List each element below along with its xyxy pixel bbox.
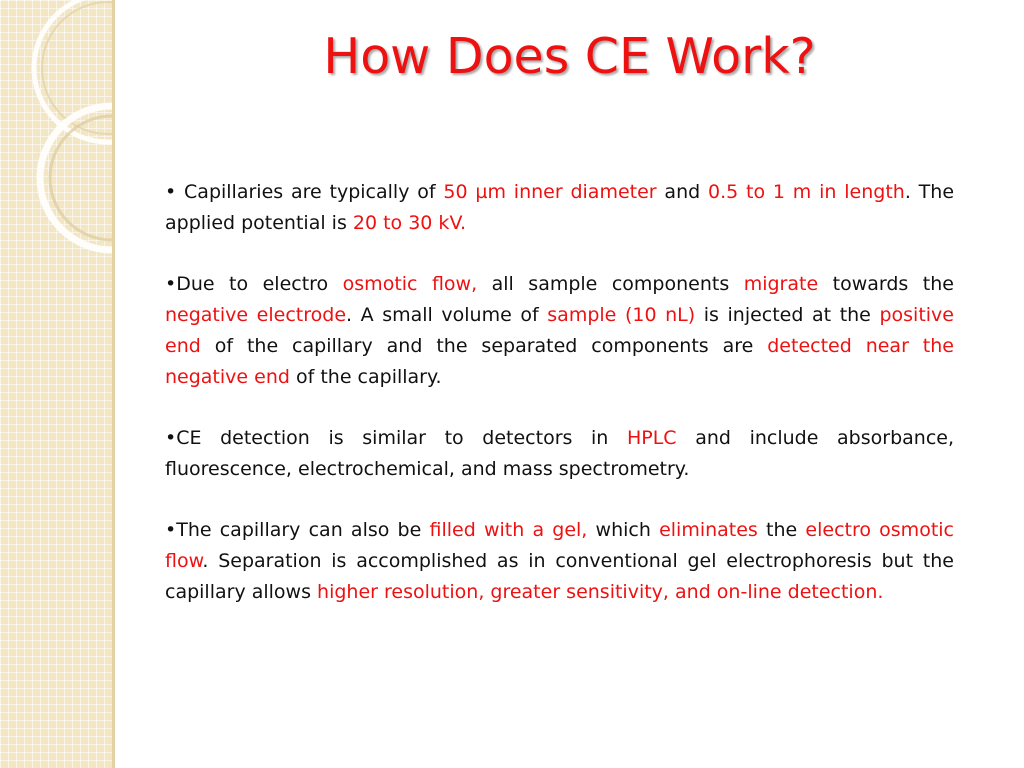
bullet-marker: • xyxy=(165,427,177,449)
bullet-electro-osmotic-flow: •Due to electro osmotic flow, all sample components migrate towards the negative electrode. A small volume of sample (10 nL) is injected at the positive end of the capillary and the separated components are detected near the negative end of the capillary. xyxy=(165,273,954,388)
slide-content xyxy=(165,177,954,638)
bullet-marker: • xyxy=(165,273,177,295)
decorative-circles xyxy=(0,0,112,768)
bullet-marker: • xyxy=(165,181,177,203)
side-panel-edge xyxy=(112,0,115,768)
bullet-capillaries: • Capillaries are typically of 50 µm inner diameter and 0.5 to 1 m in length. The applied potential is 20 to 30 kV. xyxy=(165,181,955,234)
bullet-gel-filled-capillary: •The capillary can also be filled with a gel, which eliminates the electro osmotic flow. Separation is accomplished as in conventional gel electrophoresis but the capillary allows higher resolution, greater sensitivity, and on-line detection. xyxy=(165,519,954,603)
slide-title: How Does CE Work? xyxy=(323,28,816,85)
bullet-marker: • xyxy=(165,519,177,541)
decorative-side-panel xyxy=(0,0,112,768)
bullet-ce-detection: •CE detection is similar to detectors in HPLC and include absorbance, fluorescence, electrochemical, and mass spectrometry. xyxy=(165,427,954,480)
